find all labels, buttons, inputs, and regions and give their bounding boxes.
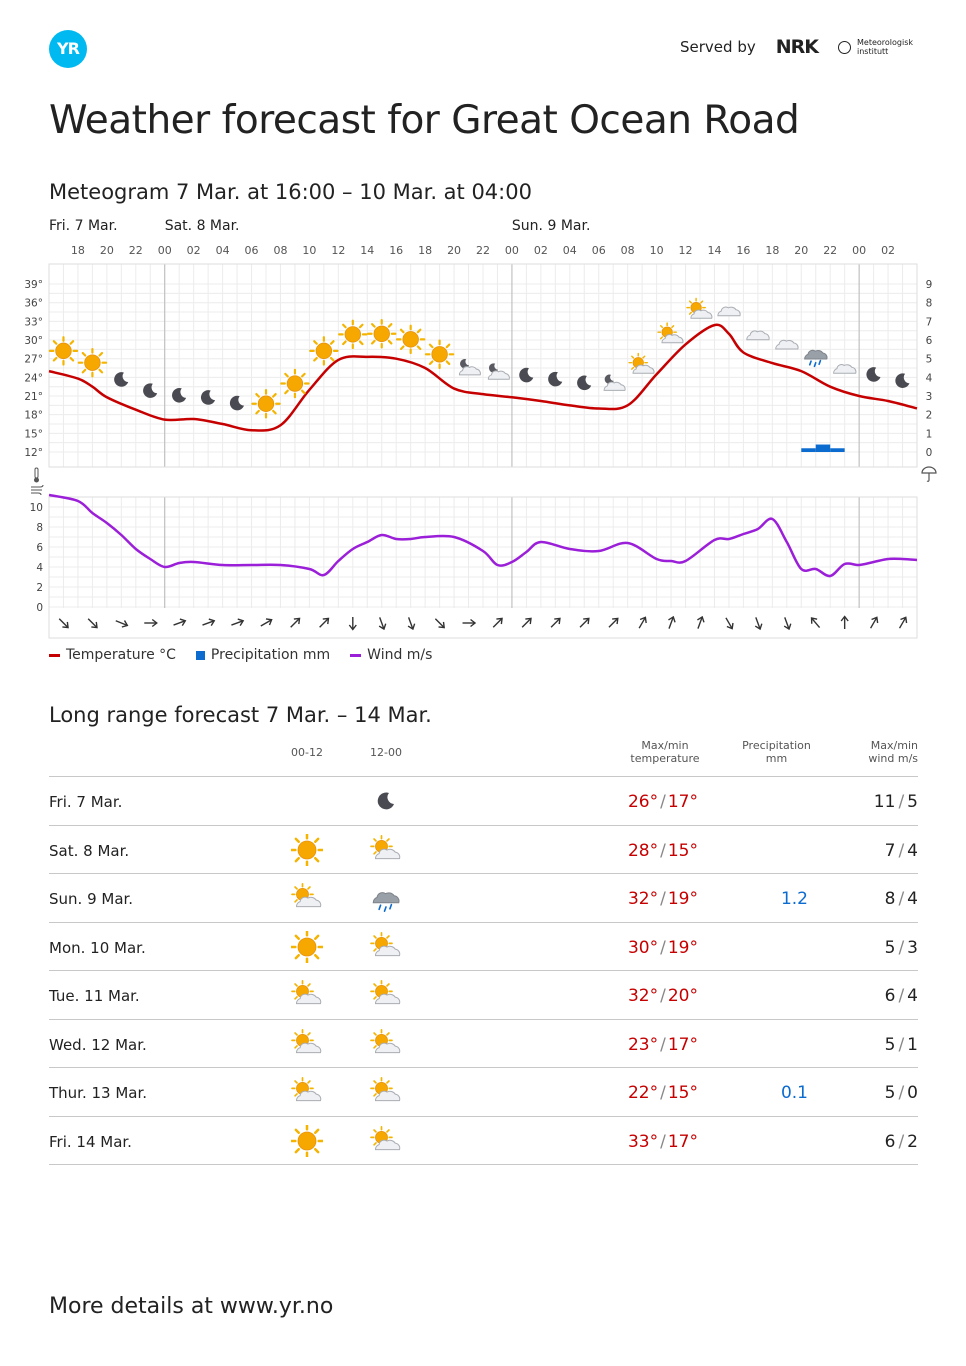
sun-cloud-icon (292, 1078, 321, 1101)
hour-tick-label: 14 (360, 244, 375, 257)
wind-direction-arrow-icon (723, 616, 735, 630)
hour-tick-label: 08 (273, 244, 288, 257)
weather-symbol-moon-icon (895, 373, 909, 388)
row-temperature (628, 1132, 698, 1152)
period2-weather (370, 882, 402, 914)
table-header (49, 736, 918, 777)
sun-icon (291, 834, 323, 866)
row-temperature (628, 1083, 698, 1103)
wind-direction-arrow-icon (463, 620, 476, 627)
row-temp-min: 19° (667, 889, 698, 909)
sun-cloud-icon (371, 981, 400, 1004)
row-temperature (628, 938, 698, 958)
row-wind-max: 5 (884, 1083, 896, 1103)
row-wind-sep: / (898, 1131, 905, 1152)
row-day: Fri. 7 Mar. (49, 793, 123, 811)
legend-wind-label: Wind m/s (367, 647, 433, 663)
row-wind (885, 1035, 918, 1055)
wind-direction-arrow-icon (376, 616, 387, 630)
wind-direction-arrow-icon (349, 617, 356, 630)
meteogram-title: Meteogram 7 Mar. at 16:00 – 10 Mar. at 04:00 (49, 180, 532, 204)
weather-symbol-sun-icon (368, 320, 395, 347)
wind-axis-label: 6 (36, 542, 43, 554)
hour-tick-label: 04 (562, 244, 577, 257)
sun-cloud-icon (371, 1126, 400, 1149)
wind-direction-arrow-icon (288, 616, 302, 630)
legend-wind (350, 647, 432, 663)
weather-symbol-cloud-icon (747, 331, 769, 340)
yr-logo[interactable]: YR (49, 30, 87, 68)
legend-precipitation (196, 647, 330, 663)
hour-tick-label: 06 (244, 244, 259, 257)
col-period2: 12-00 (370, 746, 402, 759)
hour-tick-label: 00 (157, 244, 172, 257)
temp-axis-label: 36° (24, 297, 43, 310)
met-logo-icon (838, 41, 851, 54)
row-wind-max: 5 (884, 1034, 896, 1055)
weather-symbol-sun-icon (281, 370, 308, 397)
weather-symbol-moon-icon (114, 372, 128, 387)
row-wind (885, 986, 918, 1006)
hour-tick-label: 06 (591, 244, 606, 257)
hour-tick-label: 12 (331, 244, 346, 257)
rain-cloud-icon (373, 893, 399, 912)
legend-precipitation-label: Precipitation mm (210, 647, 331, 663)
row-temp-max: 22° (627, 1083, 659, 1103)
wind-direction-arrow-icon (549, 616, 563, 630)
top-bar (49, 28, 919, 70)
row-wind-min: 1 (907, 1034, 918, 1055)
table-row[interactable] (49, 826, 918, 875)
legend-precipitation-swatch (196, 651, 205, 660)
precipitation-bar (801, 448, 815, 452)
weather-symbol-sun-icon (252, 390, 279, 417)
page-title: Weather forecast for Great Ocean Road (49, 98, 800, 143)
hour-tick-label: 18 (765, 244, 780, 257)
temp-axis-label: 30° (24, 335, 43, 348)
row-wind-min: 4 (907, 840, 918, 861)
sun-icon (291, 931, 323, 963)
hour-tick-label: 04 (215, 244, 230, 257)
row-wind-max: 8 (884, 889, 896, 909)
hour-tick-label: 08 (620, 244, 635, 257)
wind-direction-arrow-icon (259, 617, 273, 629)
wind-axis-label: 8 (36, 522, 43, 534)
wind-icon (31, 485, 43, 495)
day-label: Fri. 7 Mar. (49, 218, 118, 234)
temp-axis-label: 39° (24, 279, 43, 292)
row-wind-max: 6 (884, 986, 896, 1006)
wind-direction-arrow-icon (897, 616, 909, 630)
row-temp-min: 17° (667, 792, 698, 812)
hour-tick-label: 02 (881, 244, 896, 257)
weather-symbol-moon-icon (548, 372, 562, 387)
row-wind-max: 7 (884, 840, 896, 861)
period1-weather (291, 785, 323, 817)
wind-direction-arrow-icon (491, 616, 505, 630)
wind-direction-arrow-icon (578, 616, 592, 630)
row-temp-max: 28° (627, 840, 659, 861)
row-wind-min: 3 (907, 937, 918, 958)
row-wind-min: 5 (907, 792, 918, 812)
temp-axis-label: 15° (24, 428, 43, 441)
wind-direction-arrow-icon (809, 616, 822, 630)
period2-weather (370, 979, 402, 1011)
hour-tick-label: 10 (649, 244, 664, 257)
hour-tick-label: 18 (418, 244, 433, 257)
row-day: Sun. 9 Mar. (49, 890, 134, 908)
row-temp-sep: / (660, 937, 666, 958)
hour-tick-label: 02 (533, 244, 548, 257)
weather-symbol-sun-icon (339, 321, 366, 348)
legend-temperature-label: Temperature °C (66, 647, 176, 663)
hour-tick-label: 14 (707, 244, 722, 257)
row-temp-sep: / (660, 1131, 666, 1152)
wind-axis-label: 4 (36, 562, 43, 574)
hour-tick-label: 16 (389, 244, 404, 257)
row-temp-min: 20° (667, 986, 698, 1006)
wind-direction-arrow-icon (868, 616, 880, 630)
wind-direction-arrow-icon (172, 617, 186, 628)
day-label: Sun. 9 Mar. (511, 218, 591, 234)
period2-weather (370, 1076, 402, 1108)
precip-axis-label: 7 (925, 316, 933, 329)
sun-cloud-icon (371, 835, 400, 858)
row-wind-max: 11 (873, 792, 896, 812)
row-wind-min: 4 (907, 889, 918, 909)
row-wind (885, 1083, 918, 1103)
wind-axis-label: 10 (29, 502, 43, 514)
precip-axis-label: 5 (925, 353, 933, 366)
hour-tick-label: 22 (128, 244, 143, 257)
table-row[interactable] (49, 923, 918, 972)
row-wind-sep: / (898, 1034, 905, 1055)
row-temp-max: 32° (627, 986, 659, 1006)
wind-direction-arrow-icon (201, 617, 215, 628)
weather-symbol-sun-icon (397, 326, 424, 353)
row-day: Thur. 13 Mar. (49, 1084, 148, 1102)
period1-weather (291, 882, 323, 914)
weather-symbol-moon-icon (866, 367, 880, 382)
period1-weather (291, 1028, 323, 1060)
row-temperature (628, 792, 698, 812)
hour-tick-label: 20 (99, 244, 114, 257)
wind-direction-arrow-icon (433, 616, 447, 630)
legend-wind-swatch (350, 654, 361, 657)
row-temp-max: 32° (627, 889, 659, 909)
row-temp-sep: / (660, 792, 666, 812)
weather-symbol-moon-icon (230, 396, 244, 411)
weather-symbol-rain-cloud-icon (805, 350, 827, 366)
row-temp-min: 17° (667, 1034, 698, 1055)
table-row[interactable] (49, 1117, 918, 1166)
row-wind-sep: / (898, 840, 905, 861)
row-day: Tue. 11 Mar. (49, 987, 140, 1005)
meteogram-legend (49, 647, 432, 663)
col-temperature: Max/min temperature (630, 739, 700, 765)
col-wind: Max/min wind m/s (868, 739, 918, 765)
served-by (680, 36, 919, 58)
sun-cloud-icon (371, 932, 400, 955)
wind-axis-label: 0 (36, 602, 43, 614)
hour-tick-label: 10 (302, 244, 317, 257)
precip-axis-label: 4 (925, 372, 933, 385)
period2-weather (370, 834, 402, 866)
sun-cloud-icon (292, 981, 321, 1004)
wind-direction-arrow-icon (695, 616, 706, 630)
weather-symbol-cloud-icon (718, 307, 740, 316)
wind-direction-arrow-icon (57, 616, 71, 630)
wind-direction-arrow-icon (86, 616, 100, 630)
meteogram-chart (0, 210, 966, 640)
row-wind-max: 6 (884, 1131, 896, 1152)
row-temp-sep: / (660, 840, 666, 861)
legend-temperature-swatch (49, 654, 60, 657)
row-temperature (628, 889, 698, 909)
moon-icon (378, 793, 394, 810)
period2-weather (370, 785, 402, 817)
period1-weather (291, 931, 323, 963)
wind-direction-arrow-icon (636, 616, 648, 630)
weather-symbol-cloud-icon (776, 340, 798, 349)
row-wind (885, 889, 918, 909)
wind-direction-arrow-icon (781, 616, 792, 630)
chart-grid (49, 264, 917, 638)
precip-axis-label: 3 (925, 391, 933, 404)
precip-axis-label: 1 (925, 428, 933, 441)
temp-axis-label: 33° (24, 316, 43, 329)
nrk-logo[interactable]: NRK (775, 36, 818, 58)
sun-cloud-icon (292, 884, 321, 907)
table-row[interactable] (49, 971, 918, 1020)
wind-direction-arrow-icon (317, 616, 331, 630)
precip-axis-label: 6 (925, 335, 933, 348)
row-temp-min: 19° (667, 937, 698, 958)
hour-tick-label: 00 (852, 244, 867, 257)
table-row[interactable] (49, 777, 918, 826)
weather-symbol-sun-cloud-icon (629, 354, 654, 374)
day-label: Sat. 8 Mar. (164, 218, 240, 234)
row-temp-sep: / (660, 889, 666, 909)
weather-symbol-sun-icon (50, 337, 77, 364)
row-wind (874, 792, 918, 812)
row-wind (885, 938, 918, 958)
period2-weather (370, 931, 402, 963)
row-wind-sep: / (898, 792, 905, 812)
met-logo-text: Meteorologisk institutt (857, 38, 914, 56)
sun-cloud-icon (371, 1029, 400, 1052)
row-day: Sat. 8 Mar. (49, 841, 130, 860)
period1-weather (291, 834, 323, 866)
wind-direction-arrow-icon (114, 618, 128, 629)
wind-direction-arrow-icon (144, 620, 157, 627)
weather-symbol-moon-icon (519, 368, 533, 383)
hour-tick-label: 22 (823, 244, 838, 257)
table-row[interactable] (49, 1068, 918, 1117)
precip-axis-label: 8 (925, 297, 933, 310)
row-temp-sep: / (660, 1083, 666, 1103)
sun-cloud-icon (292, 1029, 321, 1052)
period1-weather (291, 1125, 323, 1157)
row-temp-min: 15° (667, 840, 698, 861)
wind-direction-arrow-icon (753, 616, 764, 630)
period2-weather (370, 1028, 402, 1060)
footer-link[interactable]: More details at www.yr.no (49, 1294, 334, 1319)
col-precipitation: Precipitation mm (742, 739, 811, 765)
temp-axis-label: 27° (24, 353, 43, 366)
col-period1: 00-12 (291, 746, 323, 759)
served-by-label: Served by (680, 38, 756, 56)
umbrella-icon (922, 467, 936, 481)
row-day: Fri. 14 Mar. (49, 1132, 132, 1151)
row-temp-max: 33° (627, 1131, 659, 1152)
row-day: Mon. 10 Mar. (49, 938, 146, 957)
weather-symbol-moon-icon (201, 390, 215, 405)
hour-tick-label: 20 (794, 244, 809, 257)
row-precipitation: 1.2 (780, 889, 808, 909)
legend-temperature (49, 647, 176, 663)
table-row[interactable] (49, 1020, 918, 1069)
weather-symbol-moon-cloud-icon (488, 363, 509, 379)
weather-symbol-sun-icon (426, 341, 453, 368)
hour-tick-label: 20 (447, 244, 462, 257)
hour-tick-label: 16 (736, 244, 751, 257)
precipitation-bar (816, 445, 830, 452)
weather-symbol-cloud-icon (834, 365, 856, 374)
table-body (49, 777, 918, 1165)
row-wind-min: 2 (907, 1131, 918, 1152)
weather-symbol-moon-icon (143, 383, 157, 398)
row-temperature (628, 986, 698, 1006)
precipitation-bar (830, 448, 844, 452)
temp-axis-label: 24° (24, 372, 43, 385)
row-precipitation: 0.1 (780, 1083, 808, 1103)
hour-tick-label: 12 (678, 244, 693, 257)
weather-symbol-moon-cloud-icon (459, 359, 480, 375)
weather-symbol-sun-cloud-icon (687, 299, 712, 319)
weather-symbol-sun-icon (79, 349, 106, 376)
wind-direction-arrow-icon (230, 617, 244, 628)
precip-axis-label: 0 (925, 447, 933, 459)
period1-weather (291, 979, 323, 1011)
row-wind-min: 4 (907, 986, 918, 1006)
period1-weather (291, 1076, 323, 1108)
row-wind-sep: / (898, 1083, 905, 1103)
row-wind-max: 5 (884, 937, 896, 958)
precip-axis-label: 2 (925, 409, 933, 422)
long-range-table (49, 736, 918, 1165)
hour-tick-label: 22 (476, 244, 490, 257)
row-temp-min: 17° (667, 1131, 698, 1152)
wind-axis-label: 2 (36, 582, 43, 594)
row-temperature (628, 1035, 698, 1055)
wind-direction-arrow-icon (841, 617, 848, 630)
met-logo[interactable] (838, 38, 919, 56)
row-temp-max: 23° (627, 1034, 659, 1055)
row-wind-sep: / (898, 937, 905, 958)
weather-symbol-sun-icon (310, 337, 337, 364)
long-range-title: Long range forecast 7 Mar. – 14 Mar. (49, 703, 432, 727)
wind-direction-arrow-icon (520, 616, 534, 630)
row-wind (885, 1132, 918, 1152)
temp-axis-label: 12° (24, 447, 43, 459)
period2-weather (370, 1125, 402, 1157)
temp-axis-label: 18° (24, 409, 43, 422)
row-wind-sep: / (898, 986, 905, 1006)
temp-axis-label: 21° (24, 391, 43, 404)
precip-axis-label: 9 (925, 279, 933, 292)
row-temp-max: 26° (627, 792, 659, 812)
row-temp-sep: / (660, 1034, 666, 1055)
row-temp-max: 30° (627, 937, 659, 958)
wind-direction-arrow-icon (666, 616, 677, 630)
weather-symbol-moon-icon (172, 388, 186, 403)
row-wind-min: 0 (907, 1083, 918, 1103)
table-row[interactable] (49, 874, 918, 923)
row-day: Wed. 12 Mar. (49, 1035, 147, 1054)
hour-tick-label: 00 (504, 244, 519, 257)
sun-cloud-icon (371, 1078, 400, 1101)
sun-icon (291, 1125, 323, 1157)
hour-tick-label: 18 (70, 244, 85, 257)
thermometer-icon (34, 468, 39, 483)
row-wind (885, 841, 918, 861)
row-temperature (628, 841, 698, 861)
wind-direction-arrow-icon (405, 616, 416, 630)
row-temp-min: 15° (667, 1083, 698, 1103)
row-wind-sep: / (898, 889, 905, 909)
row-temp-sep: / (660, 986, 666, 1006)
wind-direction-arrow-icon (606, 616, 620, 630)
hour-tick-label: 02 (186, 244, 201, 257)
